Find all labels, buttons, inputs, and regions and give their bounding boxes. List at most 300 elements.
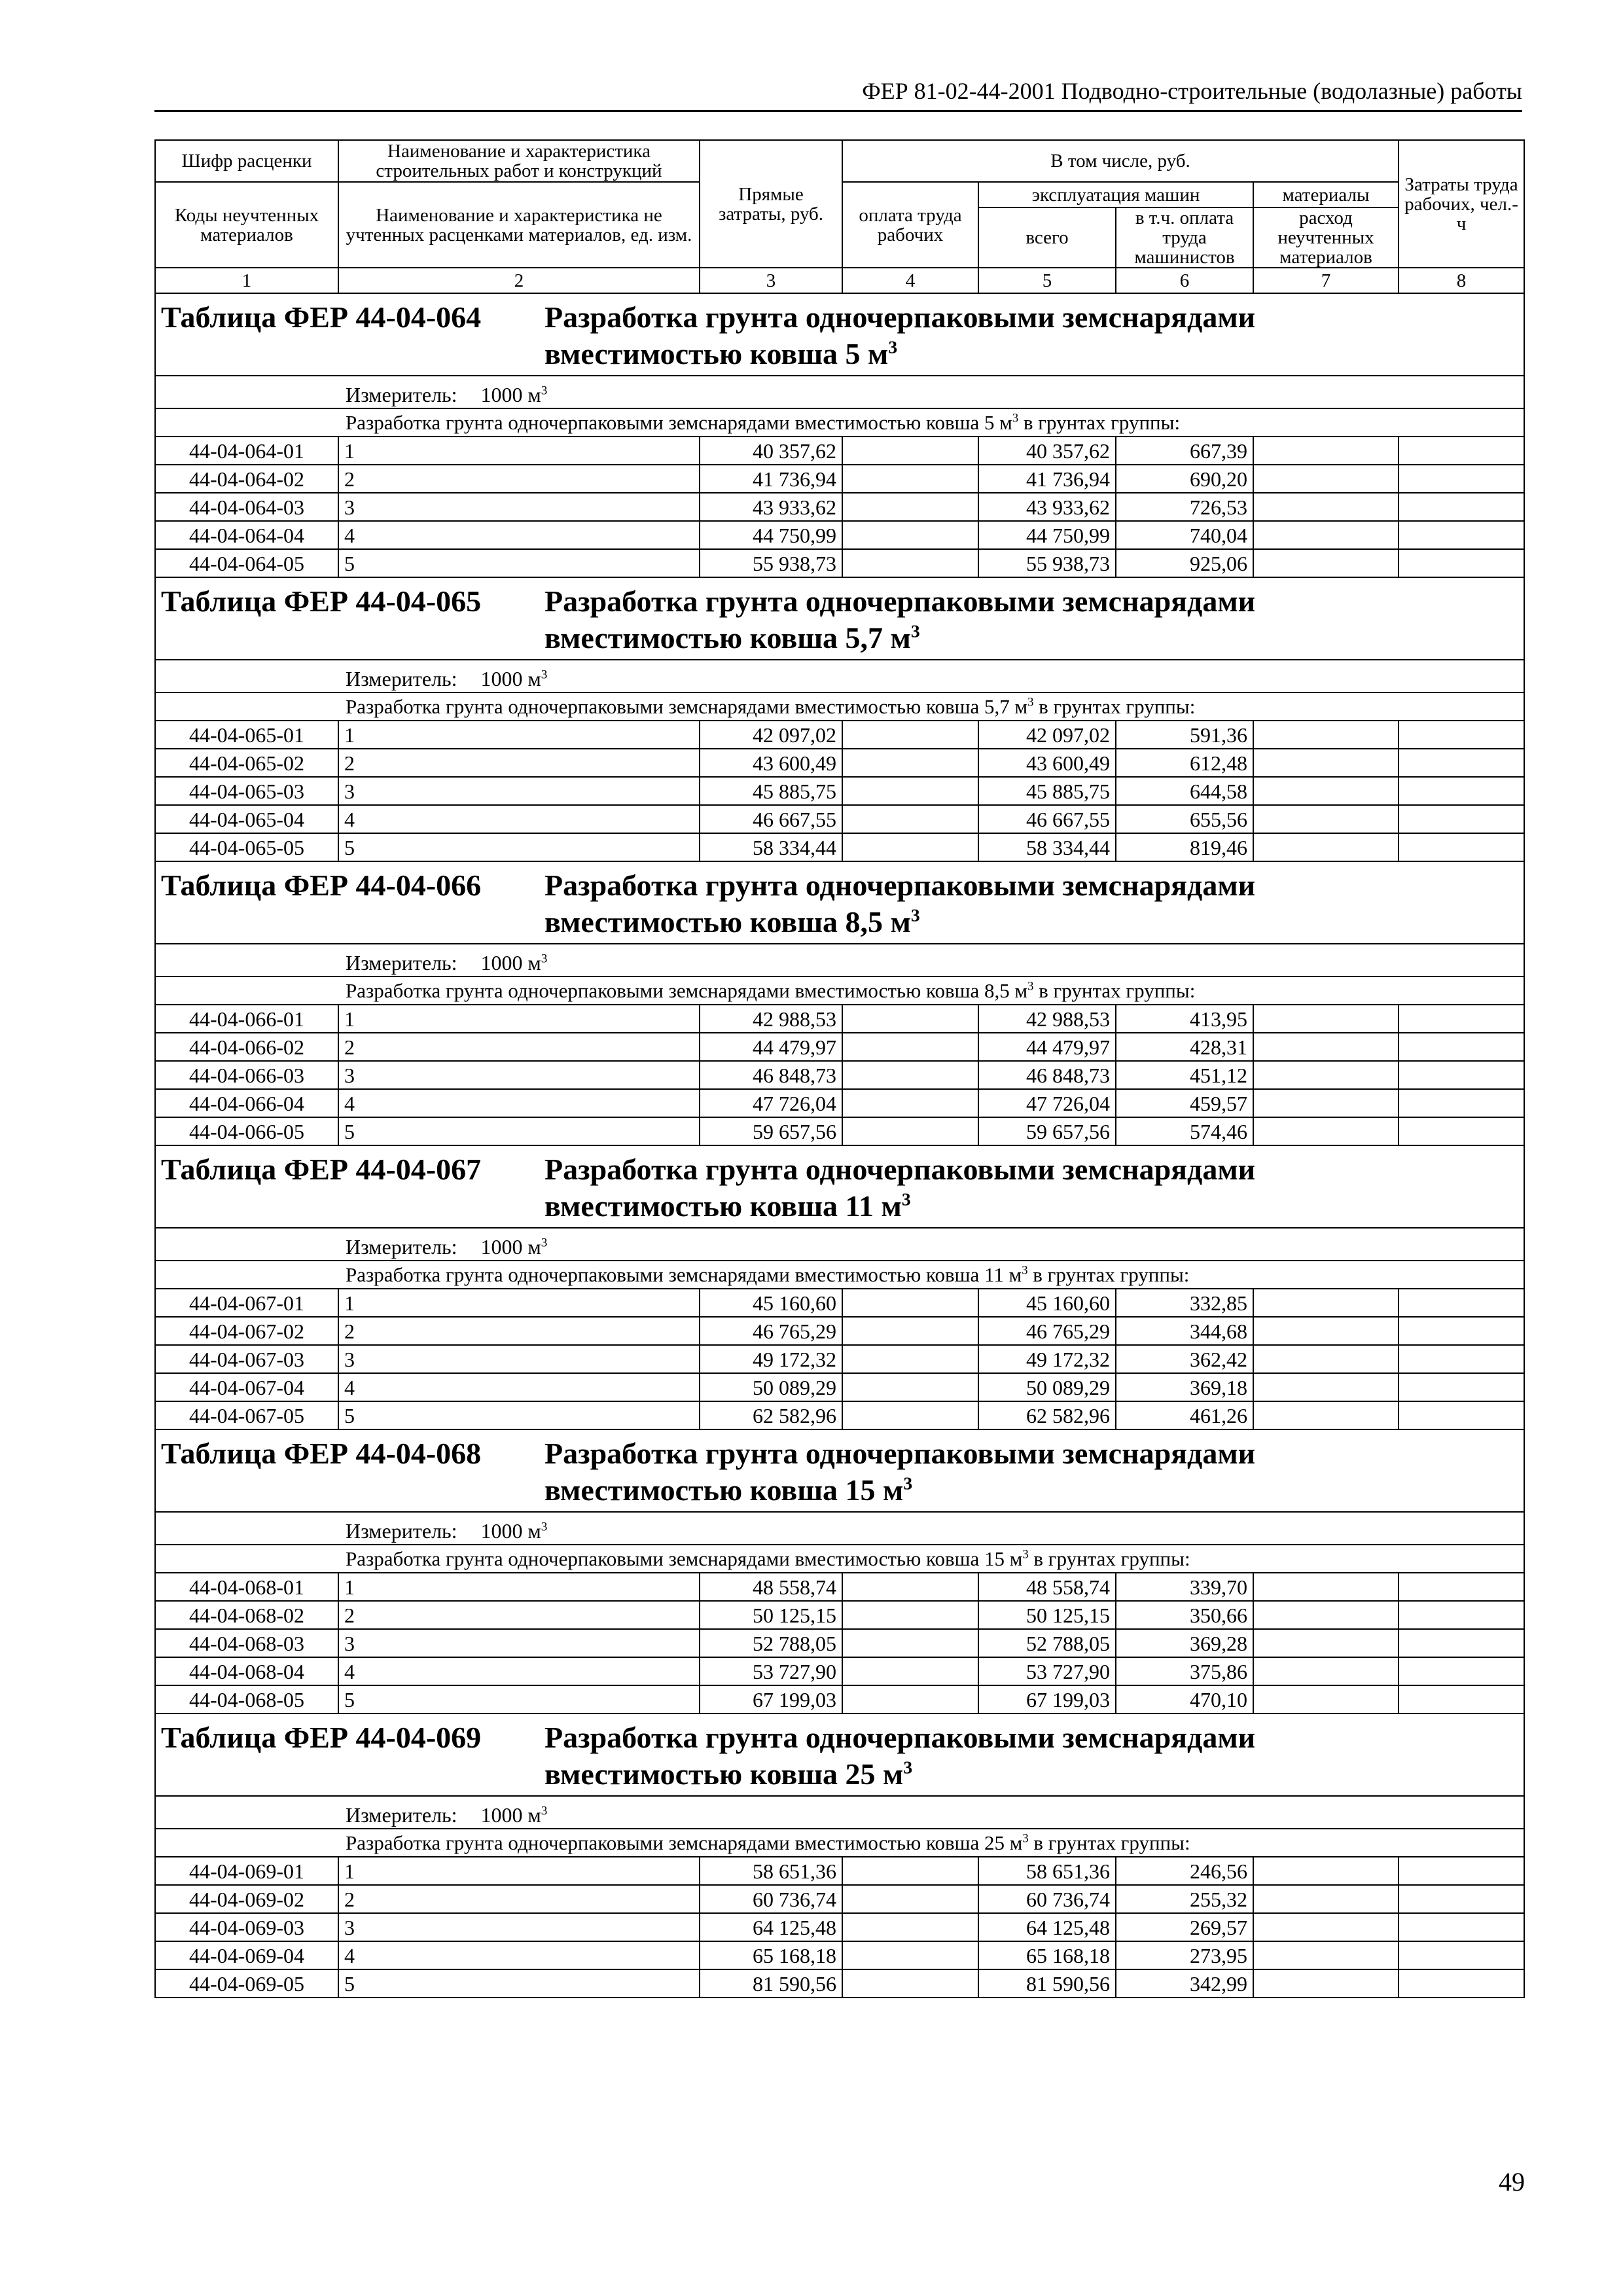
table-title (156, 1146, 1524, 1227)
cubic-superscript: 3 (1022, 1547, 1029, 1562)
soil-group: 5 (338, 1401, 700, 1429)
table-row (155, 1657, 1524, 1685)
table-name-line2: вместимостью ковша 8,5 м (544, 905, 911, 939)
measure-label: Измеритель: (346, 667, 457, 691)
direct-cost: 48 558,74 (700, 1573, 842, 1601)
table-title-row (155, 1145, 1524, 1228)
cubic-superscript: 3 (888, 336, 898, 357)
labor-cost (1399, 749, 1524, 777)
measure-label: Измеритель: (346, 1519, 457, 1543)
operator-pay: 574,46 (1116, 1117, 1253, 1145)
direct-cost: 42 097,02 (700, 721, 842, 749)
rate-code: 44-04-066-01 (155, 1005, 338, 1033)
direct-cost: 59 657,56 (700, 1117, 842, 1145)
measure-label: Измеритель: (346, 383, 457, 406)
subheading-tail: в грунтах группы: (1028, 1547, 1190, 1570)
materials-cost (1253, 1345, 1399, 1373)
rate-code: 44-04-067-02 (155, 1317, 338, 1345)
rate-code: 44-04-066-02 (155, 1033, 338, 1061)
machines-total: 60 736,74 (978, 1885, 1116, 1913)
soil-group: 4 (338, 521, 700, 549)
rate-code: 44-04-068-05 (155, 1685, 338, 1713)
table-row (155, 1005, 1524, 1033)
worker-pay (842, 1033, 978, 1061)
subheading-tail: в грунтах группы: (1033, 694, 1196, 718)
soil-group: 2 (338, 1601, 700, 1629)
machines-total: 48 558,74 (978, 1573, 1116, 1601)
machines-total: 59 657,56 (978, 1117, 1116, 1145)
operator-pay: 375,86 (1116, 1657, 1253, 1685)
soil-group: 2 (338, 1885, 700, 1913)
rate-code: 44-04-068-03 (155, 1629, 338, 1657)
machines-total: 43 933,62 (978, 493, 1116, 521)
rate-code: 44-04-064-05 (155, 549, 338, 577)
operator-pay: 332,85 (1116, 1289, 1253, 1317)
direct-cost: 44 479,97 (700, 1033, 842, 1061)
table-row (155, 521, 1524, 549)
direct-cost: 52 788,05 (700, 1629, 842, 1657)
direct-cost: 55 938,73 (700, 549, 842, 577)
table-row (155, 437, 1524, 465)
rate-code: 44-04-069-02 (155, 1885, 338, 1913)
table-name-line2-wrap (544, 334, 897, 374)
soil-group: 4 (338, 805, 700, 833)
machines-total: 53 727,90 (978, 1657, 1116, 1685)
labor-cost (1399, 1657, 1524, 1685)
measure-row (155, 1228, 1524, 1261)
machines-total: 62 582,96 (978, 1401, 1116, 1429)
worker-pay (842, 1913, 978, 1941)
direct-cost: 65 168,18 (700, 1941, 842, 1969)
materials-cost (1253, 1969, 1399, 1998)
table-name-line1: Разработка грунта одночерпаковыми земснарядами (544, 300, 1256, 334)
operator-pay: 428,31 (1116, 1033, 1253, 1061)
labor-cost (1399, 1885, 1524, 1913)
materials-cost (1253, 437, 1399, 465)
operator-pay: 451,12 (1116, 1061, 1253, 1089)
operator-pay: 667,39 (1116, 437, 1253, 465)
measure-value: 1000 м (480, 1803, 541, 1827)
soil-group: 4 (338, 1089, 700, 1117)
labor-cost (1399, 1913, 1524, 1941)
soil-group: 1 (338, 1289, 700, 1317)
rate-code: 44-04-068-02 (155, 1601, 338, 1629)
machines-total: 46 667,55 (978, 805, 1116, 833)
worker-pay (842, 805, 978, 833)
including-header: В том числе, руб. (842, 140, 1399, 182)
table-title-row (155, 1713, 1524, 1796)
measure-value: 1000 м (480, 383, 541, 406)
soil-group: 3 (338, 1061, 700, 1089)
direct-cost: 53 727,90 (700, 1657, 842, 1685)
soil-group: 2 (338, 1317, 700, 1345)
labor-cost (1399, 1629, 1524, 1657)
operator-pay: 655,56 (1116, 805, 1253, 833)
worker-pay (842, 1117, 978, 1145)
materials-cost (1253, 1685, 1399, 1713)
operator-pay: 269,57 (1116, 1913, 1253, 1941)
cubic-superscript: 3 (910, 620, 920, 641)
subheading-text: Разработка грунта одночерпаковыми земснарядами вместимостью ковша 8,5 м (346, 978, 1028, 1002)
rate-code: 44-04-069-01 (155, 1857, 338, 1885)
materials-cost (1253, 805, 1399, 833)
table-row (155, 1345, 1524, 1373)
soil-group: 3 (338, 1629, 700, 1657)
table-title-row (155, 1429, 1524, 1512)
labor-cost (1399, 1117, 1524, 1145)
soil-group: 4 (338, 1657, 700, 1685)
soil-group: 1 (338, 437, 700, 465)
direct-cost: 58 651,36 (700, 1857, 842, 1885)
materials-header: материалы (1253, 182, 1399, 207)
operator-pay: 255,32 (1116, 1885, 1253, 1913)
materials-cost (1253, 465, 1399, 493)
table-row (155, 1685, 1524, 1713)
soil-group: 3 (338, 493, 700, 521)
material-expense-header: расход неучтенных материалов (1253, 207, 1399, 268)
materials-cost (1253, 1573, 1399, 1601)
worker-pay (842, 1601, 978, 1629)
worker-pay (842, 437, 978, 465)
rate-code: 44-04-065-03 (155, 777, 338, 805)
labor-cost (1399, 833, 1524, 861)
table-title (156, 1714, 1524, 1795)
table-name-line2: вместимостью ковша 5 м (544, 337, 889, 370)
table-row (155, 777, 1524, 805)
soil-group: 5 (338, 1969, 700, 1998)
rate-code: 44-04-064-02 (155, 465, 338, 493)
table-row (155, 1629, 1524, 1657)
machines-total: 49 172,32 (978, 1345, 1116, 1373)
labor-cost (1399, 1317, 1524, 1345)
table-title (156, 1430, 1524, 1511)
measure-row (155, 376, 1524, 408)
materials-cost (1253, 1913, 1399, 1941)
materials-cost (1253, 1401, 1399, 1429)
cubic-superscript: 3 (903, 1473, 913, 1494)
rate-code: 44-04-069-03 (155, 1913, 338, 1941)
labor-cost (1399, 1969, 1524, 1998)
soil-group: 3 (338, 1913, 700, 1941)
direct-cost: 44 750,99 (700, 521, 842, 549)
operator-pay: 726,53 (1116, 493, 1253, 521)
materials-cost (1253, 1941, 1399, 1969)
subheading-tail: в грунтах группы: (1033, 978, 1196, 1002)
table-row (155, 1573, 1524, 1601)
soil-group: 2 (338, 1033, 700, 1061)
soil-group: 1 (338, 1857, 700, 1885)
table-row (155, 721, 1524, 749)
cubic-superscript: 3 (541, 952, 548, 966)
soil-group: 2 (338, 465, 700, 493)
worker-pay (842, 465, 978, 493)
rate-code: 44-04-067-05 (155, 1401, 338, 1429)
direct-cost: 60 736,74 (700, 1885, 842, 1913)
materials-cost (1253, 1317, 1399, 1345)
machines-total: 50 089,29 (978, 1373, 1116, 1401)
cubic-superscript: 3 (541, 668, 548, 682)
labor-cost (1399, 521, 1524, 549)
materials-cost (1253, 1005, 1399, 1033)
worker-pay (842, 777, 978, 805)
materials-cost (1253, 1629, 1399, 1657)
table-name-line1: Разработка грунта одночерпаковыми земснарядами (544, 1153, 1256, 1186)
operator-pay: 350,66 (1116, 1601, 1253, 1629)
machines-total: 44 750,99 (978, 521, 1116, 549)
materials-cost (1253, 833, 1399, 861)
table-row (155, 833, 1524, 861)
operator-pay: 369,28 (1116, 1629, 1253, 1657)
materials-cost (1253, 1089, 1399, 1117)
subheading-tail: в грунтах группы: (1028, 1831, 1190, 1854)
worker-pay (842, 1941, 978, 1969)
machines-total: 47 726,04 (978, 1089, 1116, 1117)
machines-total: 67 199,03 (978, 1685, 1116, 1713)
operator-pay: 740,04 (1116, 521, 1253, 549)
worker-pay (842, 493, 978, 521)
direct-cost: 64 125,48 (700, 1913, 842, 1941)
worker-pay (842, 1885, 978, 1913)
table-name-line1: Разработка грунта одночерпаковыми земснарядами (544, 584, 1256, 618)
cipher-header: Шифр расценки (155, 140, 338, 182)
materials-cost (1253, 521, 1399, 549)
operator-pay: 342,99 (1116, 1969, 1253, 1998)
direct-cost: 41 736,94 (700, 465, 842, 493)
soil-group: 5 (338, 1685, 700, 1713)
machines-total: 41 736,94 (978, 465, 1116, 493)
operator-pay: 612,48 (1116, 749, 1253, 777)
direct-cost: 43 600,49 (700, 749, 842, 777)
soil-group: 1 (338, 1005, 700, 1033)
machines-total: 52 788,05 (978, 1629, 1116, 1657)
operator-pay: 459,57 (1116, 1089, 1253, 1117)
table-row (155, 1033, 1524, 1061)
measure-row (155, 1512, 1524, 1545)
direct-cost: 58 334,44 (700, 833, 842, 861)
column-number: 5 (978, 268, 1116, 293)
rate-code: 44-04-066-05 (155, 1117, 338, 1145)
table-title-row (155, 577, 1524, 660)
table-title-row (155, 861, 1524, 944)
soil-group: 5 (338, 833, 700, 861)
codes-header: Коды неучтенных материалов (155, 182, 338, 268)
machines-total: 46 848,73 (978, 1061, 1116, 1089)
materials-cost (1253, 1601, 1399, 1629)
measure-label: Измеритель: (346, 1803, 457, 1827)
labor-cost (1399, 1289, 1524, 1317)
subheading-row (155, 977, 1524, 1005)
column-number: 6 (1116, 268, 1253, 293)
subheading-tail: в грунтах группы: (1018, 410, 1181, 434)
table-label: Таблица ФЕР 44-04-064 (161, 300, 482, 334)
soil-group: 3 (338, 777, 700, 805)
table-name-line2-wrap (544, 903, 920, 942)
subheading-row (155, 1545, 1524, 1573)
soil-group: 3 (338, 1345, 700, 1373)
cubic-superscript: 3 (1012, 411, 1019, 425)
soil-group: 5 (338, 1117, 700, 1145)
operator-pay: 690,20 (1116, 465, 1253, 493)
direct-cost: 50 089,29 (700, 1373, 842, 1401)
direct-cost: 50 125,15 (700, 1601, 842, 1629)
column-number: 2 (338, 268, 700, 293)
labor-cost (1399, 805, 1524, 833)
measure-row (155, 944, 1524, 977)
materials-cost (1253, 1033, 1399, 1061)
subheading-text: Разработка грунта одночерпаковыми земснарядами вместимостью ковша 15 м (346, 1547, 1023, 1570)
table-row (155, 1941, 1524, 1969)
worker-pay (842, 1573, 978, 1601)
table-row (155, 1317, 1524, 1345)
measure-label: Измеритель: (346, 951, 457, 975)
table-row (155, 1857, 1524, 1885)
labor-cost (1399, 777, 1524, 805)
subheading-text: Разработка грунта одночерпаковыми земснарядами вместимостью ковша 25 м (346, 1831, 1023, 1854)
worker-pay (842, 1401, 978, 1429)
column-number: 8 (1399, 268, 1524, 293)
labor-cost (1399, 1685, 1524, 1713)
labor-cost (1399, 1005, 1524, 1033)
subheading-row (155, 692, 1524, 721)
direct-cost: 49 172,32 (700, 1345, 842, 1373)
direct-cost: 45 885,75 (700, 777, 842, 805)
subheading-text: Разработка грунта одночерпаковыми земснарядами вместимостью ковша 5,7 м (346, 694, 1028, 718)
table-name-line2: вместимостью ковша 15 м (544, 1473, 904, 1507)
operator-pay-header: в т.ч. оплата труда машинистов (1116, 207, 1253, 268)
table-name-line2: вместимостью ковша 5,7 м (544, 621, 911, 655)
table-name-line1: Разработка грунта одночерпаковыми земснарядами (544, 1437, 1256, 1470)
worker-pay (842, 721, 978, 749)
table-row (155, 1117, 1524, 1145)
rate-code: 44-04-064-01 (155, 437, 338, 465)
subheading-text: Разработка грунта одночерпаковыми земснарядами вместимостью ковша 5 м (346, 410, 1012, 434)
direct-cost: 46 667,55 (700, 805, 842, 833)
materials-cost (1253, 721, 1399, 749)
worker-pay (842, 1685, 978, 1713)
cubic-superscript: 3 (541, 1520, 548, 1534)
machines-total: 58 651,36 (978, 1857, 1116, 1885)
machines-total: 45 160,60 (978, 1289, 1116, 1317)
labor-cost (1399, 1601, 1524, 1629)
rate-code: 44-04-069-04 (155, 1941, 338, 1969)
measure-value: 1000 м (480, 1235, 541, 1259)
table-row (155, 805, 1524, 833)
worker-pay (842, 749, 978, 777)
machines-total: 40 357,62 (978, 437, 1116, 465)
materials-cost (1253, 1885, 1399, 1913)
cubic-superscript: 3 (541, 384, 548, 398)
table-row (155, 1401, 1524, 1429)
table-title (156, 578, 1524, 659)
rate-code: 44-04-067-03 (155, 1345, 338, 1373)
column-number: 1 (155, 268, 338, 293)
materials-cost (1253, 549, 1399, 577)
machines-total: 81 590,56 (978, 1969, 1116, 1998)
labor-cost (1399, 549, 1524, 577)
cubic-superscript: 3 (910, 905, 920, 925)
operator-pay: 344,68 (1116, 1317, 1253, 1345)
table-name-line2-wrap (544, 1187, 911, 1226)
operator-pay: 273,95 (1116, 1941, 1253, 1969)
measure-row (155, 1796, 1524, 1829)
operator-pay: 461,26 (1116, 1401, 1253, 1429)
rate-code: 44-04-065-01 (155, 721, 338, 749)
document-title: ФЕР 81-02-44-2001 Подводно-строительные (водолазные) работы (862, 78, 1522, 104)
table-label: Таблица ФЕР 44-04-068 (161, 1437, 482, 1470)
machines-header: эксплуатация машин (978, 182, 1253, 207)
cubic-superscript: 3 (1022, 1831, 1029, 1846)
materials-cost (1253, 1657, 1399, 1685)
direct-cost: 62 582,96 (700, 1401, 842, 1429)
worker-pay (842, 1317, 978, 1345)
cubic-superscript: 3 (1022, 1263, 1028, 1278)
materials-cost (1253, 1373, 1399, 1401)
machines-total: 42 988,53 (978, 1005, 1116, 1033)
rate-code: 44-04-069-05 (155, 1969, 338, 1998)
cubic-superscript: 3 (901, 1189, 911, 1210)
worker-pay (842, 1345, 978, 1373)
table-row (155, 1969, 1524, 1998)
subheading-tail: в грунтах группы: (1027, 1263, 1190, 1286)
column-number: 3 (700, 268, 842, 293)
machines-total: 58 334,44 (978, 833, 1116, 861)
worker-pay (842, 1629, 978, 1657)
name-header: Наименование и характеристика строительных работ и конструкций (338, 140, 700, 182)
labor-cost (1399, 493, 1524, 521)
subheading-row (155, 1261, 1524, 1289)
worker-pay (842, 1373, 978, 1401)
cubic-superscript: 3 (541, 1236, 548, 1250)
machines-total: 44 479,97 (978, 1033, 1116, 1061)
table-name-line1: Разработка грунта одночерпаковыми земснарядами (544, 869, 1256, 902)
machines-total: 45 885,75 (978, 777, 1116, 805)
direct-cost: 81 590,56 (700, 1969, 842, 1998)
table-name-line2-wrap (544, 1755, 912, 1794)
soil-group: 5 (338, 549, 700, 577)
labor-cost-header: Затраты труда рабочих, чел.-ч (1399, 140, 1524, 268)
operator-pay: 925,06 (1116, 549, 1253, 577)
subheading-row (155, 1829, 1524, 1857)
rate-code: 44-04-066-03 (155, 1061, 338, 1089)
rate-code: 44-04-068-04 (155, 1657, 338, 1685)
subheading-text: Разработка грунта одночерпаковыми земснарядами вместимостью ковша 11 м (346, 1263, 1022, 1286)
rate-code: 44-04-068-01 (155, 1573, 338, 1601)
operator-pay: 591,36 (1116, 721, 1253, 749)
rate-code: 44-04-067-01 (155, 1289, 338, 1317)
labor-cost (1399, 1401, 1524, 1429)
operator-pay: 644,58 (1116, 777, 1253, 805)
table-row (155, 465, 1524, 493)
operator-pay: 470,10 (1116, 1685, 1253, 1713)
labor-cost (1399, 1033, 1524, 1061)
column-number: 7 (1253, 268, 1399, 293)
direct-cost: 43 933,62 (700, 493, 842, 521)
table-label: Таблица ФЕР 44-04-065 (161, 584, 482, 618)
table-row (155, 1089, 1524, 1117)
machines-total: 50 125,15 (978, 1601, 1116, 1629)
measure-label: Измеритель: (346, 1235, 457, 1259)
machines-total-header: всего (978, 207, 1116, 268)
materials-cost (1253, 1061, 1399, 1089)
worker-pay (842, 833, 978, 861)
table-name-line1: Разработка грунта одночерпаковыми земснарядами (544, 1721, 1256, 1754)
labor-cost (1399, 1373, 1524, 1401)
worker-pay-header: оплата труда рабочих (842, 182, 978, 268)
table-label: Таблица ФЕР 44-04-067 (161, 1153, 482, 1186)
materials-name-header: Наименование и характеристика не учтенных расценками материалов, ед. изм. (338, 182, 700, 268)
operator-pay: 339,70 (1116, 1573, 1253, 1601)
worker-pay (842, 1657, 978, 1685)
